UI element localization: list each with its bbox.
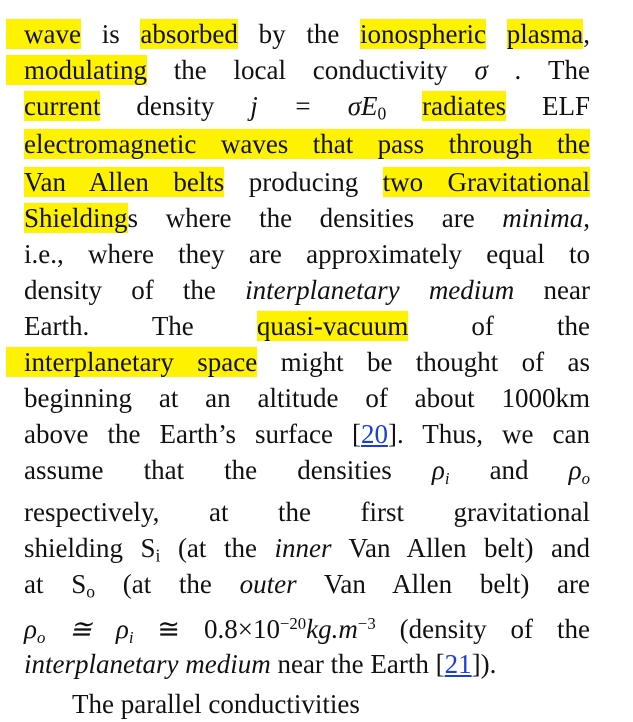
highlight-absorbed: absorbed [140, 19, 238, 49]
superscript: −3 [357, 614, 376, 633]
text: the local conductivity [147, 55, 475, 85]
italic-minima: minima [502, 203, 584, 233]
math-expression: j = σE [250, 91, 378, 121]
text-line-17 [24, 606, 590, 648]
text: , [583, 19, 590, 49]
highlight-interplanetary-space: interplanetary space [6, 347, 257, 377]
italic-inner: inner [274, 533, 332, 563]
text: beginning at an altitude of about 1000km [24, 383, 590, 413]
math-value: ≅ 0.8×10 [133, 614, 280, 645]
text: ]). [471, 649, 497, 679]
text: (density of the [375, 614, 590, 645]
subscript: i [128, 628, 134, 648]
text-line-partial [24, 686, 590, 722]
subscript: o [36, 628, 46, 648]
highlight-modulating: modulating [6, 55, 147, 85]
highlight-current: current [24, 91, 101, 121]
text-line-5 [24, 164, 590, 200]
text-line-1 [24, 16, 590, 52]
highlight-shielding: Shielding [24, 203, 128, 233]
text: density [100, 91, 251, 121]
reference-link-21[interactable]: 21 [444, 649, 472, 679]
highlight-electromagnetic-waves: electromagnetic waves that pass through the [24, 129, 590, 159]
text: shielding S [24, 533, 156, 563]
text: (at the [160, 533, 275, 563]
text: density of the [24, 275, 246, 305]
highlight-plasma: plasma [506, 19, 584, 49]
text: . The [487, 55, 590, 85]
text: ELF [506, 91, 591, 121]
text: Van Allen belt) are [296, 569, 590, 599]
text: assume that the densities [24, 455, 432, 485]
text-line-4 [24, 126, 590, 162]
highlight-radiates: radiates [422, 91, 507, 121]
text: Earth. The [24, 311, 257, 341]
math-sigma: σ [474, 55, 488, 85]
math-rho: ρ [431, 455, 445, 485]
highlight-quasi-vacuum: quasi-vacuum [256, 311, 409, 341]
text-line-3 [24, 88, 590, 124]
text-line-15 [24, 530, 590, 566]
text: above the Earth’s surface [ [24, 419, 361, 449]
text: might be thought of as [257, 347, 590, 377]
text-line-7 [24, 236, 590, 272]
math-rho: ρ [24, 614, 37, 645]
text [486, 19, 507, 49]
text: near the Earth [ [270, 649, 445, 679]
subscript: 0 [377, 103, 387, 124]
text: Van Allen belt) and [331, 533, 590, 563]
text-line-11 [24, 380, 590, 416]
italic-interplanetary-medium: interplanetary medium [245, 275, 515, 305]
text: i.e., where they are approximately equal to [24, 239, 590, 269]
text-line-8 [24, 272, 590, 308]
math-rho: ρ [568, 455, 582, 485]
text: and [449, 455, 569, 485]
text-line-14 [24, 494, 590, 530]
text: The parallel conductivities [72, 689, 360, 719]
text: ]. Thus, we can [387, 419, 590, 449]
subscript: o [86, 581, 95, 602]
math-rho-o [568, 455, 590, 489]
text-line-10 [24, 344, 590, 380]
text-line-18 [24, 646, 590, 682]
text: near [514, 275, 590, 305]
text-line-2 [24, 52, 590, 88]
text [386, 91, 422, 121]
italic-interplanetary-medium: interplanetary medium [24, 649, 271, 679]
subscript: o [581, 469, 590, 489]
highlight-van-allen-belts: Van Allen belts [24, 167, 225, 197]
text: by the [237, 19, 361, 49]
reference-link-20[interactable]: 20 [360, 419, 388, 449]
text-line-6 [24, 200, 590, 236]
text: is [80, 19, 141, 49]
text-line-16 [24, 566, 590, 602]
text-line-13 [24, 452, 590, 488]
text: of the [408, 311, 590, 341]
math-current-density [250, 91, 387, 124]
text: at S [24, 569, 87, 599]
subscript: i [155, 545, 161, 566]
highlight-wave: wave [6, 19, 81, 49]
text-line-9 [24, 308, 590, 344]
text: respectively, at the first gravitational [24, 497, 590, 527]
italic-outer: outer [239, 569, 297, 599]
highlight-ionospheric: ionospheric [360, 19, 487, 49]
text: producing [224, 167, 383, 197]
math-density-equation [24, 614, 376, 648]
text: , [583, 203, 590, 233]
text-line-12 [24, 416, 590, 452]
superscript: −20 [279, 614, 307, 633]
math-approx-rho: ≅ ρ [45, 614, 129, 645]
highlight-two-gravitational: two Gravitational [382, 167, 590, 197]
text: s where the densities are [127, 203, 503, 233]
text: (at the [95, 569, 240, 599]
subscript: i [444, 469, 450, 489]
math-rho-i [431, 455, 450, 489]
math-unit: kg.m [306, 614, 358, 645]
